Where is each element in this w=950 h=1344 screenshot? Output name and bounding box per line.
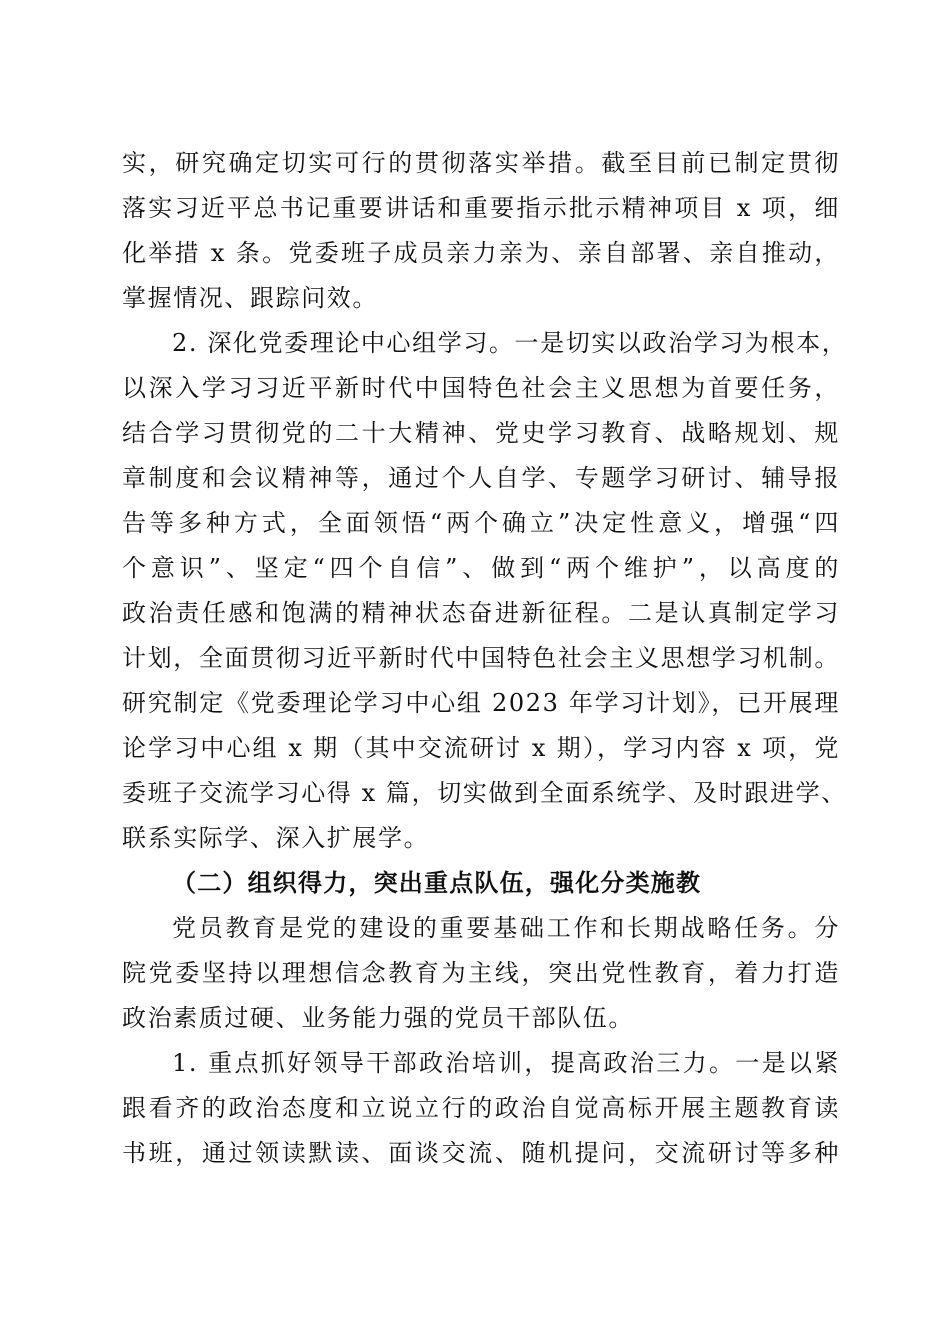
text-line: 落实习近平总书记重要讲话和重要指示批示精神项目 x 项，细 — [122, 194, 840, 222]
paragraph-4 — [122, 1041, 840, 1176]
text-line: 政治责任感和饱满的精神状态奋进新征程。二是认真制定学习 — [122, 599, 840, 627]
text-line: 告等多种方式，全面领悟“两个确立”决定性意义，增强“四 — [122, 509, 840, 537]
text-line: 以深入学习习近平新时代中国特色社会主义思想为首要任务， — [122, 374, 840, 402]
text-line: 联系实际学、深入扩展学。 — [122, 824, 430, 852]
text-line: 结合学习贯彻党的二十大精神、党史学习教育、战略规划、规 — [122, 419, 840, 447]
text-line: 个意识”、坚定“四个自信”、做到“两个维护”，以高度的 — [122, 554, 840, 582]
text-line: 章制度和会议精神等，通过个人自学、专题学习研讨、辅导报 — [122, 464, 840, 492]
text-line: 委班子交流学习心得 x 篇，切实做到全面系统学、及时跟进学、 — [122, 779, 847, 807]
paragraph-3 — [122, 906, 840, 1041]
paragraph-2 — [122, 321, 848, 861]
paragraph-1 — [122, 141, 840, 321]
text-line: 计划，全面贯彻习近平新时代中国特色社会主义思想学习机制。 — [122, 644, 840, 672]
text-line: 2. 深化党委理论中心组学习。一是切实以政治学习为根本， — [172, 329, 848, 357]
text-line: 院党委坚持以理想信念教育为主线，突出党性教育，着力打造 — [122, 959, 840, 987]
text-line: 化举措 x 条。党委班子成员亲力亲为、亲自部署、亲自推动， — [122, 239, 840, 267]
text-line: 论学习中心组 x 期（其中交流研讨 x 期），学习内容 x 项，党 — [122, 734, 840, 762]
section-heading: （二）组织得力，突出重点队伍，强化分类施教 — [172, 869, 702, 897]
text-line: 1. 重点抓好领导干部政治培训，提高政治三力。一是以紧 — [172, 1049, 840, 1077]
text-line: 政治素质过硬、业务能力强的党员干部队伍。 — [122, 1004, 634, 1032]
text-line: 跟看齐的政治态度和立说立行的政治自觉高标开展主题教育读 — [122, 1094, 840, 1122]
document-body — [122, 141, 848, 1176]
text-line: 掌握情况、跟踪问效。 — [122, 284, 378, 312]
text-line: 党员教育是党的建设的重要基础工作和长期战略任务。分 — [172, 914, 840, 942]
text-line: 实，研究确定切实可行的贯彻落实举措。截至目前已制定贯彻 — [122, 149, 840, 177]
text-line: 研究制定《党委理论学习中心组 2023 年学习计划》，已开展理 — [122, 689, 840, 717]
text-line: 书班，通过领读默读、面谈交流、随机提问，交流研讨等多种 — [122, 1139, 840, 1167]
